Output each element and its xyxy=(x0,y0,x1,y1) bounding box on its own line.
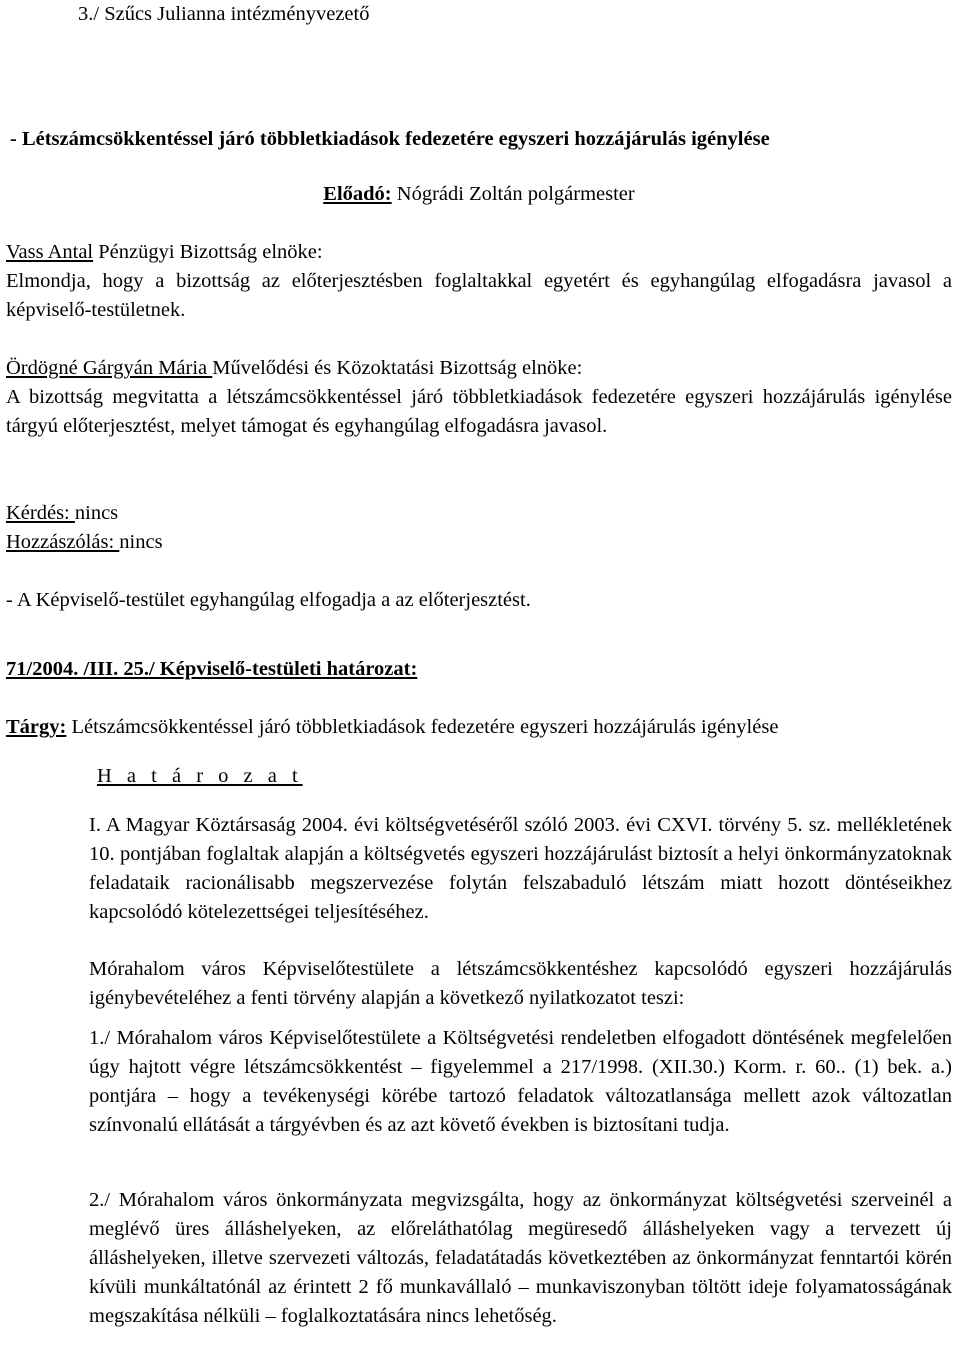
speaker-role: Pénzügyi Bizottság elnöke: xyxy=(93,241,323,263)
presenter-name: Nógrádi Zoltán polgármester xyxy=(391,183,635,205)
paragraph-1: I. A Magyar Köztársaság 2004. évi költségvetéséről szóló 2003. évi CXVI. törvény 5. sz. mellékletének 10. pontjában foglaltak alapján a költségvetés egyszeri hozzájárulást biztosít a helyi önkormányzatoknak feladataik racionálisabb megszervezése folytán felszabaduló létszám miatt hozott döntéseikhez kapcsolódó kötelezettségei teljesítéséhez. xyxy=(89,814,952,923)
comment-label: Hozzászólás: xyxy=(6,531,120,553)
presenter-line xyxy=(6,180,952,209)
vass-heading xyxy=(6,238,952,267)
decision-heading: H a t á r o z a t xyxy=(97,765,303,787)
speaker-name: Ördögné Gárgyán Mária xyxy=(6,357,213,379)
speaker-name: Vass Antal xyxy=(6,241,94,263)
vote-result: - A Képviselő-testület egyhangúlag elfogadja a az előterjesztést. xyxy=(6,589,531,611)
resolution-heading xyxy=(6,655,952,684)
agenda-title: - Létszámcsökkentéssel járó többletkiadások fedezetére egyszeri hozzájárulás igénylése xyxy=(10,128,770,150)
paragraph-4: 2./ Mórahalom város önkormányzata megvizsgálta, hogy az önkormányzat költségvetési szerveinél a meglévő üres álláshelyeken, az előreláthatólag megüresedő álláshelyeken vagy a tervezett új álláshelyeken, illetve szervezeti változás, feladatátadás következtében az önkormányzat fenntartói körén kívüli munkáltatónál az érintett 2 fő munkavállaló – munkaviszonyban töltött ideje folyamatosságának megszakítása nélküli – foglalkoztatására nincs lehetőség. xyxy=(89,1189,952,1327)
comment-value: nincs xyxy=(119,531,163,553)
presenter-label: Előadó: xyxy=(323,183,392,205)
resolution-number: 71/2004. /III. 25. xyxy=(6,658,149,680)
vass-statement: Elmondja, hogy a bizottság az előterjesztésben foglaltakkal egyetért és egyhangúlag elfogadásra javasol a képviselő-testületnek. xyxy=(6,270,952,321)
paragraph-3: 1./ Mórahalom város Képviselőtestülete a Költségvetési rendeletben elfogadott döntésének megfelelően úgy hajtott végre létszámcsökkentést – figyelemmel a 217/1998. (XII.30.) Korm. r. 60.. (1) bek. a.) pontjára – hogy a tevékenységi körébe tartozó feladatok változatlansága mellett azok változatlan színvonalú ellátását a tárgyévben és az azt követő években is biztosítani tudja. xyxy=(89,1027,952,1136)
paragraph-2: Mórahalom város Képviselőtestülete a létszámcsökkentéshez kapcsolódó egyszeri hozzájárulás igénybevételéhez a fenti törvény alapján a következő nyilatkozatot teszi: xyxy=(89,958,952,1009)
question-label: Kérdés: xyxy=(6,502,75,524)
speaker-role: Művelődési és Közoktatási Bizottság elnöke: xyxy=(212,357,583,379)
ordogne-statement: A bizottság megvitatta a létszámcsökkentéssel járó többletkiadások fedezetére egyszeri hozzájárulás igénylése tárgyú előterjesztést, melyet támogat és egyhangúlag elfogadásra javasol. xyxy=(6,386,952,437)
subject-line xyxy=(6,713,952,742)
resolution-title: / Képviselő-testületi határozat: xyxy=(148,658,418,680)
question-line xyxy=(6,499,952,528)
comment-line xyxy=(6,528,952,557)
ordogne-heading xyxy=(6,354,952,383)
question-value: nincs xyxy=(74,502,119,524)
subject-text: Létszámcsökkentéssel járó többletkiadások fedezetére egyszeri hozzájárulás igénylése xyxy=(66,716,779,738)
subject-label: Tárgy: xyxy=(6,716,67,738)
agenda-item-header: 3./ Szűcs Julianna intézményvezető xyxy=(78,3,370,25)
